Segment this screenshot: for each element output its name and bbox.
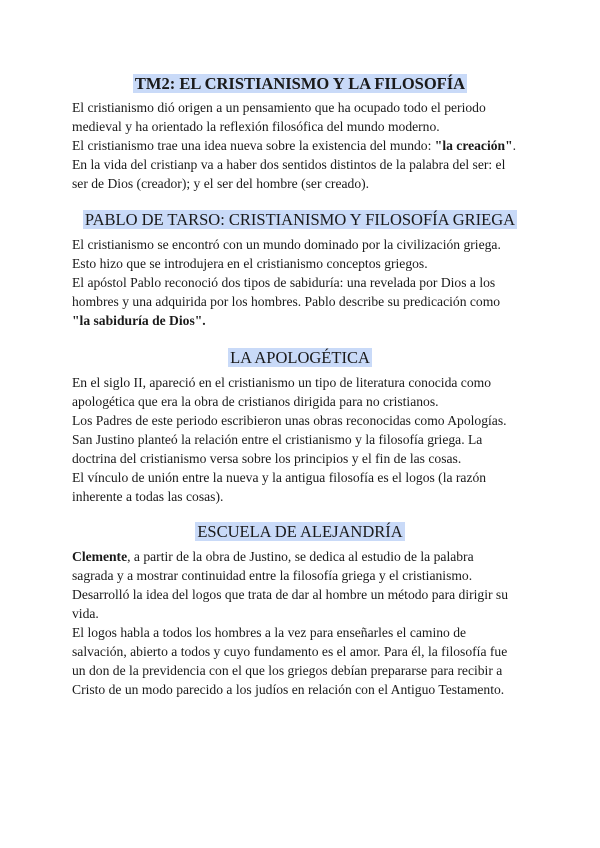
- pablo-line: El apóstol Pablo reconoció dos tipos de sabiduría: una revelada por Dios a los: [72, 275, 496, 290]
- intro-paragraph: [72, 98, 542, 193]
- apologetica-line: San Justino planteó la relación entre el cristianismo y la filosofía griega. La: [72, 432, 483, 447]
- alejandria-line: sagrada y a mostrar continuidad entre la filosofía griega y el cristianismo.: [72, 568, 473, 583]
- alejandria-line: Cristo de un modo parecido a los judíos en relación con el Antiguo Testamento.: [72, 682, 505, 697]
- alejandria-line: El logos habla a todos los hombres a la vez para enseñarles el camino de: [72, 625, 467, 640]
- document-title: [0, 73, 600, 95]
- alejandria-line: Desarrolló la idea del logos que trata de dar al hombre un método para dirigir su: [72, 587, 508, 602]
- intro-line: El cristianismo dió origen a un pensamiento que ha ocupado todo el periodo: [72, 100, 486, 115]
- intro-line: [72, 136, 542, 155]
- alejandria-line: vida.: [72, 606, 99, 621]
- pablo-line: Esto hizo que se introdujera en el cristianismo conceptos griegos.: [72, 256, 428, 271]
- intro-text: .: [512, 138, 517, 153]
- intro-line: En la vida del cristianp va a haber dos sentidos distintos de la palabra del ser: el: [72, 157, 506, 172]
- la-creacion-bold: "la creación": [434, 138, 513, 153]
- apologetica-line: apologética que era la obra de cristianos dirigida para no cristianos.: [72, 394, 439, 409]
- clemente-bold: Clemente: [72, 549, 128, 564]
- section-heading-text: LA APOLOGÉTICA: [230, 348, 370, 367]
- alejandria-line: salvación, abierto a todos y cuyo fundamento es el amor. Para él, la filosofía fue: [72, 644, 508, 659]
- section-heading-alejandria: [0, 521, 600, 543]
- alejandria-paragraph: [72, 547, 542, 699]
- section-heading-apologetica: [0, 347, 600, 369]
- pablo-line: hombres y una adquirida por los hombres. Pablo describe su predicación como: [72, 294, 501, 309]
- section-heading-text: ESCUELA DE ALEJANDRÍA: [197, 522, 403, 541]
- alejandria-line: un don de la previdencia con el que los griegos debían prepararse para recibir a: [72, 663, 503, 678]
- pablo-paragraph: [72, 235, 542, 330]
- pablo-line: El cristianismo se encontró con un mundo dominado por la civilización griega.: [72, 237, 501, 252]
- section-heading-text: PABLO DE TARSO: CRISTIANISMO Y FILOSOFÍA GRIEGA: [84, 210, 516, 229]
- apologetica-line: inherente a todas las cosas).: [72, 489, 224, 504]
- intro-line: ser de Dios (creador); y el ser del hombre (ser creado).: [72, 176, 370, 191]
- apologetica-line: En el siglo II, apareció en el cristianismo un tipo de literatura conocida como: [72, 375, 491, 390]
- alejandria-text: , a partir de la obra de Justino, se dedica al estudio de la palabra: [127, 549, 474, 564]
- sabiduria-de-dios-bold: "la sabiduría de Dios".: [72, 313, 206, 328]
- section-heading-pablo: [0, 209, 600, 231]
- apologetica-paragraph: [72, 373, 542, 506]
- intro-text: El cristianismo trae una idea nueva sobre la existencia del mundo:: [72, 138, 435, 153]
- apologetica-line: Los Padres de este periodo escribieron unas obras reconocidas como Apologías.: [72, 413, 507, 428]
- alejandria-line: [72, 547, 542, 566]
- intro-line: medieval y ha orientado la reflexión filosófica del mundo moderno.: [72, 119, 440, 134]
- apologetica-line: El vínculo de unión entre la nueva y la antigua filosofía es el logos (la razón: [72, 470, 487, 485]
- apologetica-line: doctrina del cristianismo versa sobre los principios y el fin de las cosas.: [72, 451, 462, 466]
- document-title-text: TM2: EL CRISTIANISMO Y LA FILOSOFÍA: [134, 74, 466, 93]
